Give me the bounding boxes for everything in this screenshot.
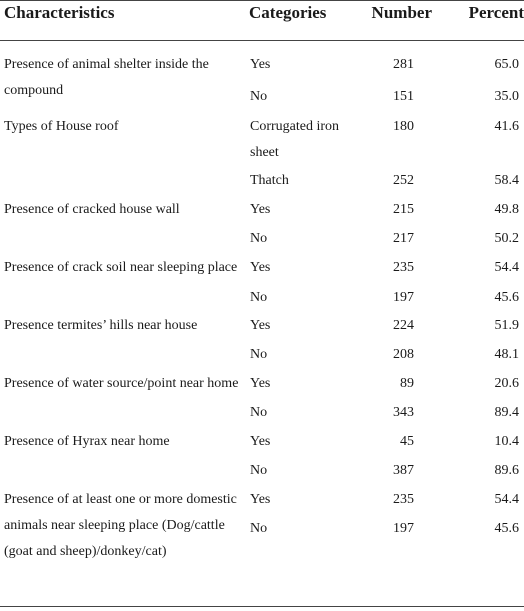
cell-percent: 20.6 <box>494 376 519 391</box>
cell-characteristic: Presence of at least one or more domestic animals near sleeping place (Dog/cattle (goat and sheep)/donkey/cat) <box>4 492 237 559</box>
cell-percent: 89.6 <box>494 463 519 478</box>
cell-characteristic: Presence of crack soil near sleeping place <box>4 260 238 275</box>
header-categories: Categories <box>249 3 327 22</box>
cell-percent: 54.4 <box>494 492 519 507</box>
cell-category: Yes <box>250 492 271 507</box>
cell-percent: 65.0 <box>494 57 519 72</box>
cell-number: 45 <box>400 434 414 449</box>
cell-number: 89 <box>400 376 414 391</box>
cell-category: No <box>250 89 268 104</box>
cell-number: 151 <box>393 89 414 104</box>
cell-percent: 48.1 <box>494 347 519 362</box>
top-rule <box>0 0 524 1</box>
cell-percent: 35.0 <box>494 89 519 104</box>
header-rule <box>0 40 524 41</box>
cell-number: 197 <box>393 521 414 536</box>
cell-number: 180 <box>393 119 414 134</box>
cell-percent: 45.6 <box>494 521 519 536</box>
cell-category: Yes <box>250 434 271 449</box>
cell-percent: 54.4 <box>494 260 519 275</box>
cell-number: 235 <box>393 260 414 275</box>
cell-characteristic: Presence termites’ hills near house <box>4 318 198 333</box>
cell-characteristic: Presence of animal shelter inside the compound <box>4 57 209 98</box>
cell-number: 224 <box>393 318 414 333</box>
bottom-rule <box>0 606 524 607</box>
cell-characteristic: Presence of water source/point near home <box>4 376 239 391</box>
cell-percent: 45.6 <box>494 290 519 305</box>
cell-characteristic: Presence of Hyrax near home <box>4 434 170 449</box>
cell-category: Corrugated iron sheet <box>250 119 340 160</box>
cell-category: Yes <box>250 376 271 391</box>
cell-number: 208 <box>393 347 414 362</box>
header-characteristics: Characteristics <box>4 3 115 22</box>
cell-characteristic: Presence of cracked house wall <box>4 202 180 217</box>
cell-number: 281 <box>393 57 414 72</box>
cell-percent: 51.9 <box>494 318 519 333</box>
cell-category: No <box>250 231 268 246</box>
cell-percent: 58.4 <box>494 173 519 188</box>
cell-number: 217 <box>393 231 414 246</box>
cell-characteristic: Types of House roof <box>4 119 119 134</box>
cell-number: 252 <box>393 173 414 188</box>
header-number: Number <box>371 3 432 22</box>
cell-category: No <box>250 521 268 536</box>
cell-percent: 50.2 <box>494 231 519 246</box>
cell-number: 343 <box>393 405 414 420</box>
cell-percent: 49.8 <box>494 202 519 217</box>
header-percent: Percent <box>468 3 524 22</box>
cell-category: No <box>250 405 268 420</box>
cell-number: 197 <box>393 290 414 305</box>
cell-number: 215 <box>393 202 414 217</box>
cell-percent: 89.4 <box>494 405 519 420</box>
cell-category: Yes <box>250 202 271 217</box>
cell-category: Yes <box>250 318 271 333</box>
cell-category: Yes <box>250 57 271 72</box>
cell-category: No <box>250 463 268 478</box>
cell-category: Thatch <box>250 173 289 188</box>
cell-category: No <box>250 290 268 305</box>
cell-category: Yes <box>250 260 271 275</box>
cell-percent: 41.6 <box>494 119 519 134</box>
cell-category: No <box>250 347 268 362</box>
cell-percent: 10.4 <box>494 434 519 449</box>
cell-number: 387 <box>393 463 414 478</box>
cell-number: 235 <box>393 492 414 507</box>
